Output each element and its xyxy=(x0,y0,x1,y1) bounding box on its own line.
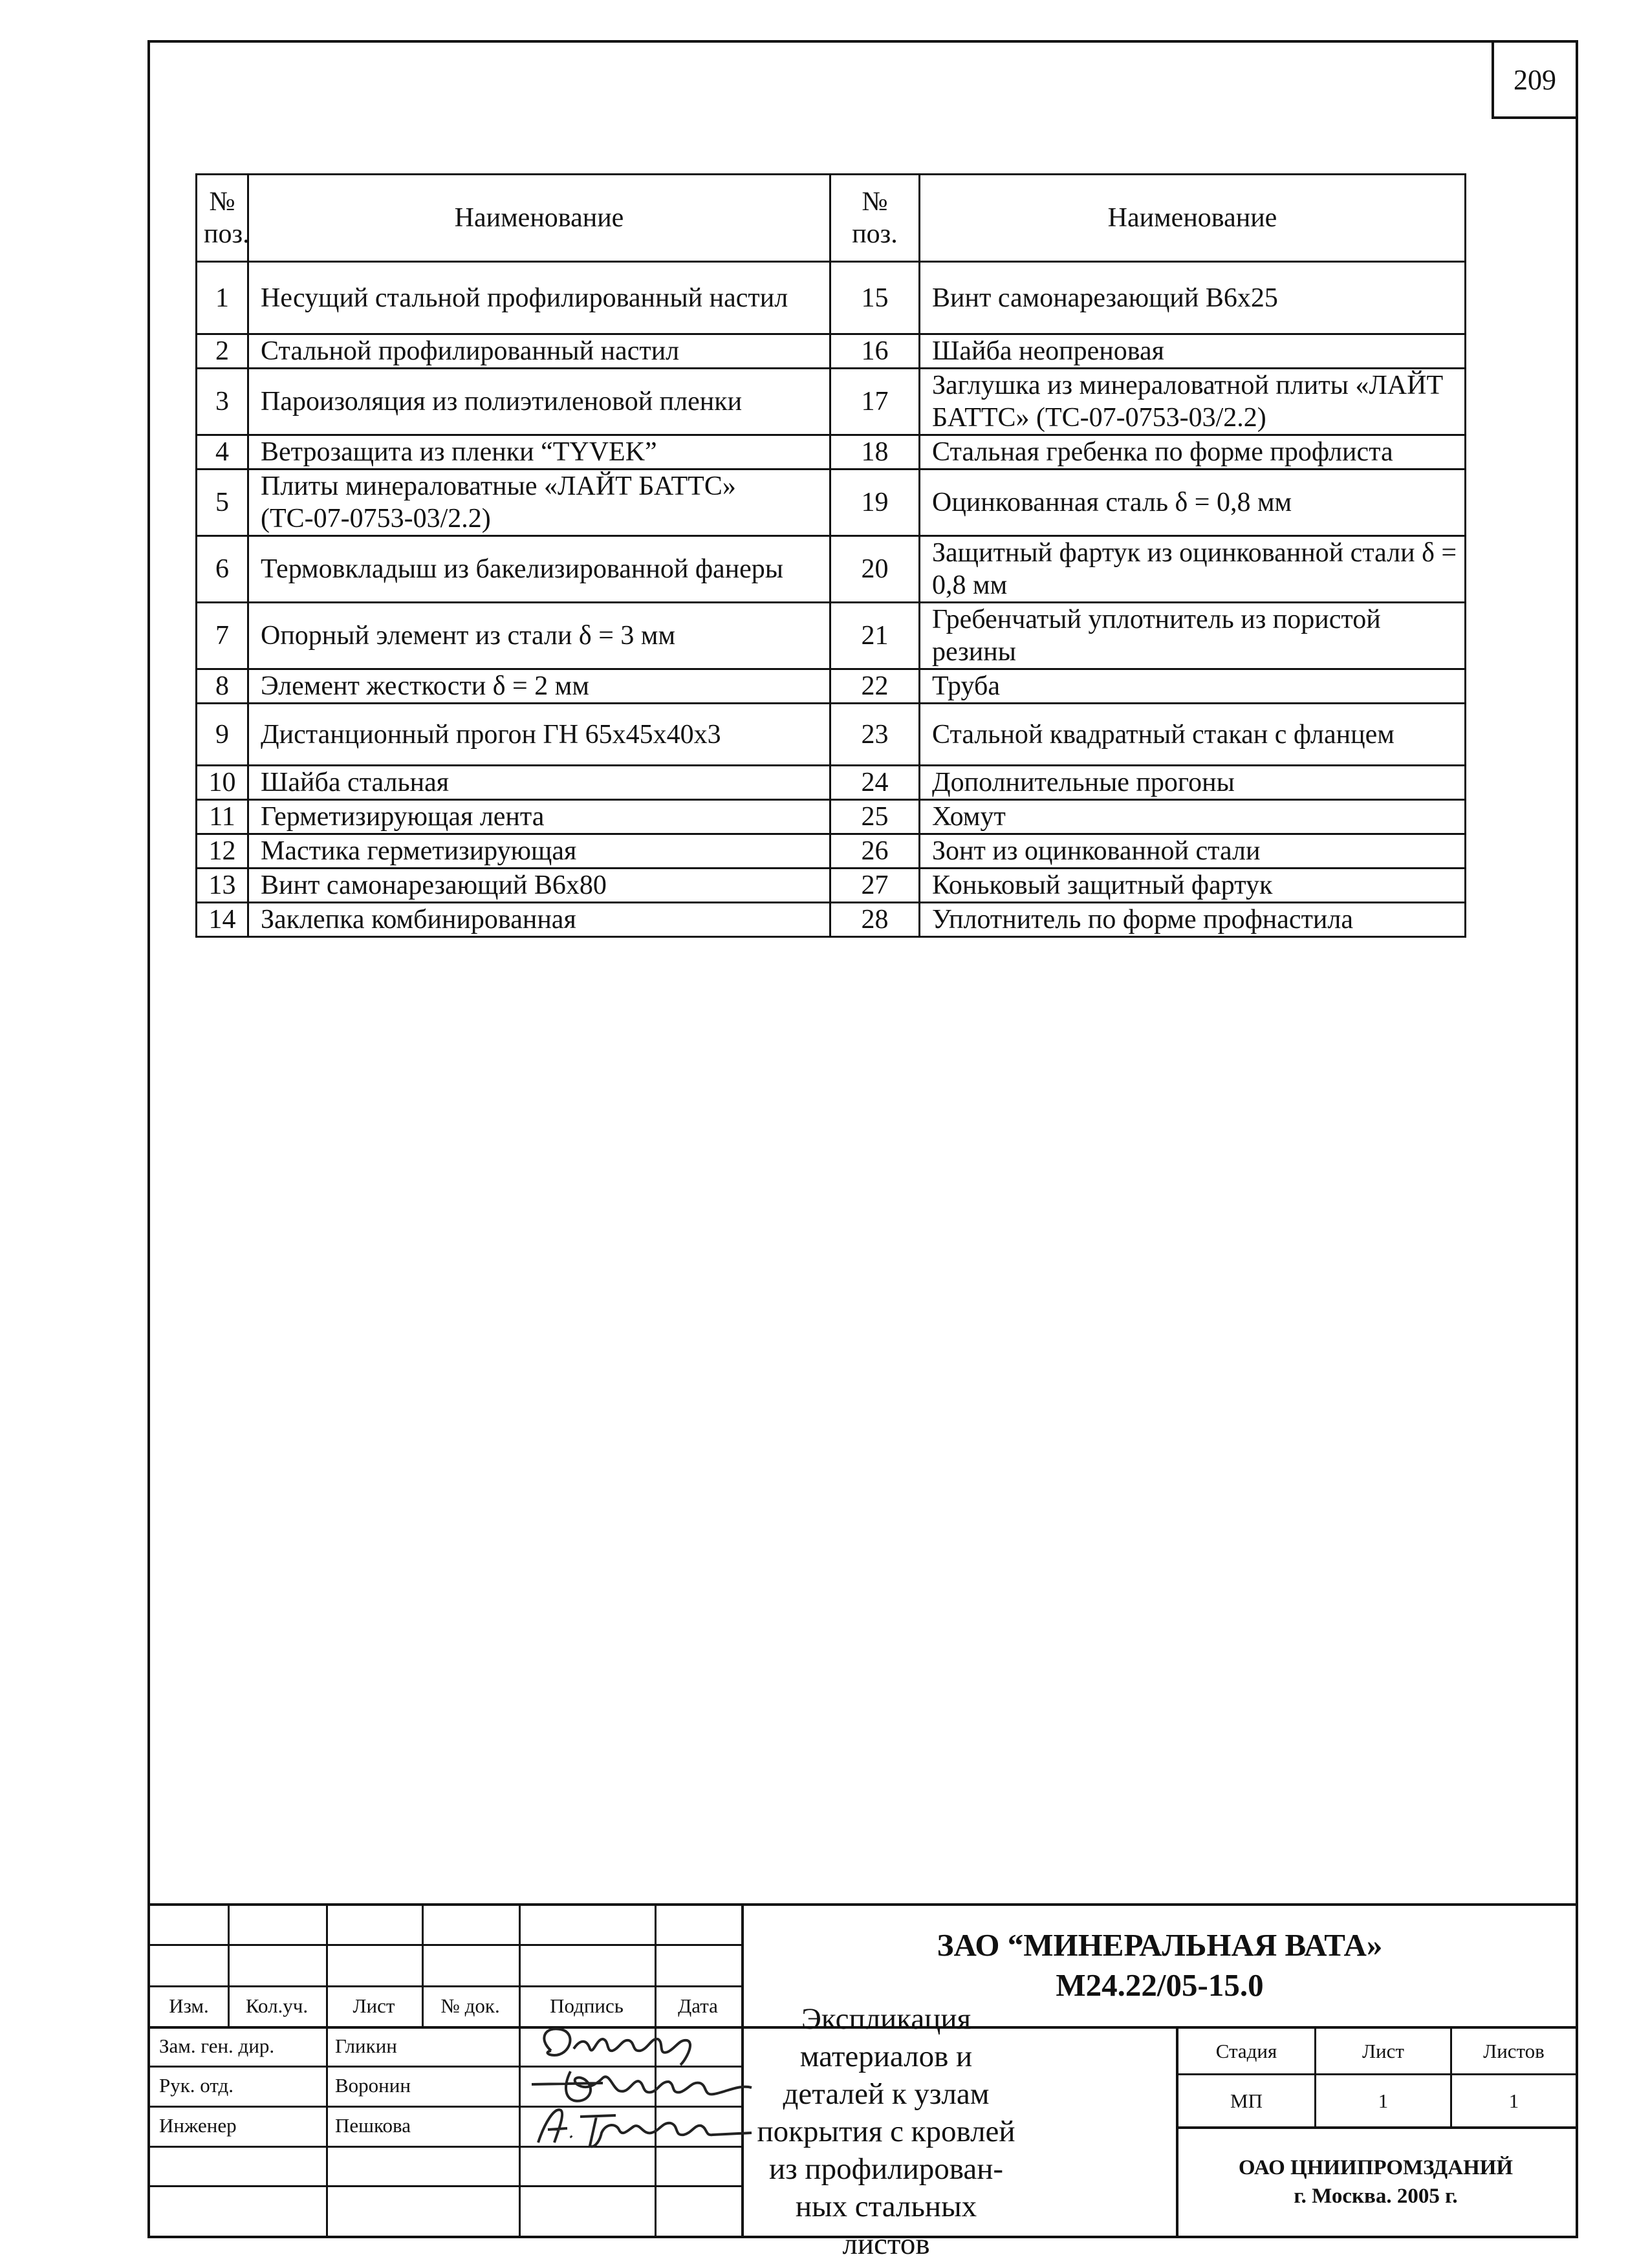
label-no-dok: № док. xyxy=(440,1994,500,2017)
position-number-left: 13 xyxy=(197,869,248,903)
name-engineer: Пешкова xyxy=(335,2114,411,2137)
header-name-left: Наименование xyxy=(248,175,830,262)
document-title: Экспликация материалов и деталей к узлам покрытия с кровлей из профилирован-ных стальных листов xyxy=(757,2002,1015,2261)
table-row xyxy=(197,834,1466,869)
position-number-right: 27 xyxy=(830,869,920,903)
table-row xyxy=(197,369,1466,435)
value-stage: МП xyxy=(1230,2089,1263,2112)
item-name-left: Стальной профилированный настил xyxy=(248,334,830,369)
value-sheets: 1 xyxy=(1508,2089,1519,2112)
position-number-right: 19 xyxy=(830,470,920,536)
position-number-left: 5 xyxy=(197,470,248,536)
position-number-right: 23 xyxy=(830,704,920,766)
position-number-right: 18 xyxy=(830,435,920,470)
header-pos-left: № поз. xyxy=(197,175,248,262)
table-row xyxy=(197,766,1466,800)
item-name-left: Опорный элемент из стали δ = 3 мм xyxy=(248,603,830,669)
position-number-right: 26 xyxy=(830,834,920,869)
item-name-right: Оцинкованная сталь δ = 0,8 мм xyxy=(920,470,1466,536)
city-year: г. Москва. 2005 г. xyxy=(1294,2184,1458,2208)
position-number-right: 24 xyxy=(830,766,920,800)
item-name-left: Ветрозащита из пленки “TYVEK” xyxy=(248,435,830,470)
position-number-left: 7 xyxy=(197,603,248,669)
table-header-row xyxy=(197,175,1466,262)
value-sheet: 1 xyxy=(1378,2089,1389,2112)
position-number-left: 6 xyxy=(197,536,248,603)
header-name-right: Наименование xyxy=(920,175,1466,262)
position-number-left: 11 xyxy=(197,800,248,834)
table-row xyxy=(197,536,1466,603)
table-row xyxy=(197,800,1466,834)
table-body xyxy=(197,262,1466,937)
org-name: ЗАО “МИНЕРАЛЬНАЯ ВАТА» xyxy=(937,1927,1383,1963)
position-number-left: 14 xyxy=(197,903,248,937)
page-number: 209 xyxy=(1492,40,1578,119)
grid-line xyxy=(150,1903,1576,1906)
position-number-right: 15 xyxy=(830,262,920,334)
item-name-right: Шайба неопреновая xyxy=(920,334,1466,369)
position-number-left: 10 xyxy=(197,766,248,800)
item-name-right: Уплотнитель по форме профнастила xyxy=(920,903,1466,937)
document-code: М24.22/05-15.0 xyxy=(1056,1967,1264,2003)
label-data: Дата xyxy=(678,1994,718,2017)
item-name-left: Несущий стальной профилированный настил xyxy=(248,262,830,334)
role-department-head: Рук. отд. xyxy=(159,2074,234,2097)
company-name: ОАО ЦНИИПРОМЗДАНИЙ xyxy=(1238,2155,1514,2179)
title-block xyxy=(150,1903,1576,2261)
item-name-left: Плиты минераловатные «ЛАЙТ БАТТС» (ТС-07-0753-03/2.2) xyxy=(248,470,830,536)
header-pos-right: № поз. xyxy=(830,175,920,262)
item-name-right: Дополнительные прогоны xyxy=(920,766,1466,800)
item-name-left: Винт самонарезающий В6х80 xyxy=(248,869,830,903)
position-number-right: 16 xyxy=(830,334,920,369)
item-name-right: Стальной квадратный стакан с фланцем xyxy=(920,704,1466,766)
item-name-left: Мастика герметизирующая xyxy=(248,834,830,869)
item-name-right: Стальная гребенка по форме профлиста xyxy=(920,435,1466,470)
explication-table xyxy=(195,173,1466,938)
item-name-right: Гребенчатый уплотнитель из пористой резины xyxy=(920,603,1466,669)
label-kol-uch: Кол.уч. xyxy=(245,1994,309,2017)
label-stage: Стадия xyxy=(1215,2039,1277,2062)
item-name-left: Заклепка комбинированная xyxy=(248,903,830,937)
position-number-left: 12 xyxy=(197,834,248,869)
item-name-right: Труба xyxy=(920,669,1466,704)
name-deputy-director: Гликин xyxy=(335,2034,397,2057)
item-name-right: Защитный фартук из оцинкованной стали δ = 0,8 мм xyxy=(920,536,1466,603)
position-number-right: 17 xyxy=(830,369,920,435)
position-number-right: 20 xyxy=(830,536,920,603)
label-podpis: Подпись xyxy=(550,1994,624,2017)
table-row xyxy=(197,334,1466,369)
label-izm: Изм. xyxy=(169,1994,209,2017)
table-row xyxy=(197,869,1466,903)
table-row xyxy=(197,435,1466,470)
position-number-left: 4 xyxy=(197,435,248,470)
label-sheets: Листов xyxy=(1483,2039,1545,2062)
item-name-left: Термовкладыш из бакелизированной фанеры xyxy=(248,536,830,603)
signature-peshkova xyxy=(525,2097,758,2155)
position-number-left: 2 xyxy=(197,334,248,369)
position-number-right: 21 xyxy=(830,603,920,669)
position-number-right: 22 xyxy=(830,669,920,704)
item-name-left: Пароизоляция из полиэтиленовой пленки xyxy=(248,369,830,435)
position-number-right: 25 xyxy=(830,800,920,834)
table-row xyxy=(197,903,1466,937)
item-name-left: Герметизирующая лента xyxy=(248,800,830,834)
position-number-left: 8 xyxy=(197,669,248,704)
grid-line xyxy=(519,1903,521,2236)
label-list: Лист xyxy=(353,1994,395,2017)
role-deputy-director: Зам. ген. дир. xyxy=(159,2034,275,2057)
table-row xyxy=(197,470,1466,536)
table-row xyxy=(197,603,1466,669)
table-row xyxy=(197,669,1466,704)
item-name-right: Хомут xyxy=(920,800,1466,834)
position-number-left: 3 xyxy=(197,369,248,435)
item-name-right: Заглушка из минераловатной плиты «ЛАЙТ БАТТС» (ТС-07-0753-03/2.2) xyxy=(920,369,1466,435)
item-name-right: Коньковый защитный фартук xyxy=(920,869,1466,903)
item-name-right: Винт самонарезающий В6х25 xyxy=(920,262,1466,334)
item-name-left: Дистанционный прогон ГН 65х45х40х3 xyxy=(248,704,830,766)
item-name-left: Шайба стальная xyxy=(248,766,830,800)
position-number-left: 9 xyxy=(197,704,248,766)
company-block xyxy=(1176,2128,1576,2236)
table-row xyxy=(197,704,1466,766)
position-number-left: 1 xyxy=(197,262,248,334)
table-row xyxy=(197,262,1466,334)
role-engineer: Инженер xyxy=(159,2114,237,2137)
item-name-left: Элемент жесткости δ = 2 мм xyxy=(248,669,830,704)
label-sheet: Лист xyxy=(1362,2039,1404,2062)
item-name-right: Зонт из оцинкованной стали xyxy=(920,834,1466,869)
position-number-right: 28 xyxy=(830,903,920,937)
name-department-head: Воронин xyxy=(335,2074,411,2097)
